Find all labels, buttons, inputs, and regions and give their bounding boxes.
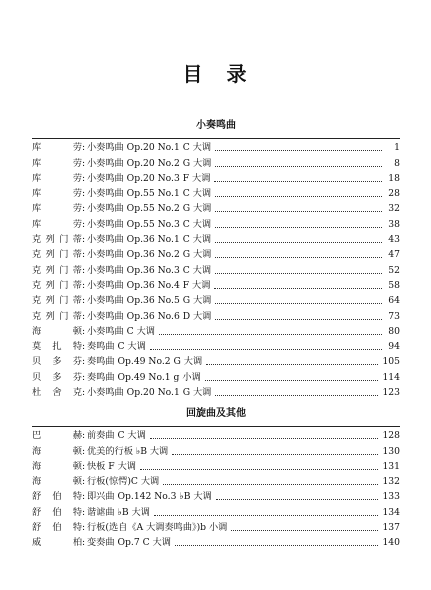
page-number: 105 [382,356,400,368]
toc-entry [32,338,400,353]
toc-entry [32,384,400,399]
colon-separator: : [82,310,86,322]
toc-entry [32,323,400,338]
page-number: 58 [388,279,400,291]
dot-leader [150,437,379,439]
colon-separator: : [82,325,86,337]
toc-entry [32,442,400,457]
toc-entry [32,503,400,518]
page-number: 47 [388,249,400,261]
colon-separator: : [82,249,86,261]
toc-entry [32,139,400,154]
page-number: 133 [382,491,400,503]
section-sonatinas [32,120,400,410]
work-title: 小奏鸣曲 Op.55 No.1 C 大调 [87,188,212,200]
dot-leader [215,165,382,167]
composer-name: 克 列 门 蒂 [32,310,82,322]
toc-entry [32,353,400,368]
work-title: 奏鸣曲 Op.49 No.1 g 小调 [87,371,201,383]
composer-name: 库 劳 [32,142,82,154]
section-title: 小奏鸣曲 [196,120,236,131]
colon-separator: : [82,142,86,154]
entry-list [32,427,400,549]
work-title: 小奏鸣曲 Op.20 No.1 G 大调 [87,387,212,399]
composer-name: 克 列 门 蒂 [32,249,82,261]
dot-leader [150,348,382,350]
page-number: 73 [388,310,400,322]
page-number: 94 [388,341,400,353]
colon-separator: : [82,234,86,246]
work-title: 前奏曲 C 大调 [87,430,146,442]
colon-separator: : [82,476,86,488]
dot-leader [159,333,382,335]
work-title: 小奏鸣曲 Op.36 No.1 C 大调 [87,234,212,246]
composer-name: 舒 伯 特 [32,506,82,518]
work-title: 小奏鸣曲 C 大调 [87,325,155,337]
page-number: 128 [382,430,400,442]
colon-separator: : [82,188,86,200]
work-title: 小奏鸣曲 Op.36 No.3 C 大调 [87,264,212,276]
colon-separator: : [82,387,86,399]
composer-name: 莫 扎 特 [32,341,82,353]
composer-name: 克 列 门 蒂 [32,279,82,291]
work-title: 小奏鸣曲 Op.36 No.5 G 大调 [87,295,212,307]
toc-entry [32,519,400,534]
composer-name: 库 劳 [32,203,82,215]
toc-entry [32,277,400,292]
toc-entry [32,534,400,549]
work-title: 小奏鸣曲 Op.36 No.6 D 大调 [87,310,212,322]
toc-entry [32,185,400,200]
dot-leader [214,287,382,289]
page-number: 130 [382,445,400,457]
composer-name: 舒 伯 特 [32,522,82,534]
section-title: 回旋曲及其他 [186,408,246,419]
composer-name: 巴 赫 [32,430,82,442]
composer-name: 库 劳 [32,218,82,230]
colon-separator: : [82,430,86,442]
work-title: 小奏鸣曲 Op.55 No.2 G 大调 [87,203,212,215]
composer-name: 海 顿 [32,460,82,472]
dot-leader [215,195,382,197]
dot-leader [205,379,379,381]
work-title: 奏鸣曲 C 大调 [87,341,146,353]
colon-separator: : [82,264,86,276]
composer-name: 库 劳 [32,157,82,169]
colon-separator: : [82,157,86,169]
colon-separator: : [82,218,86,230]
work-title: 小奏鸣曲 Op.20 No.3 F 大调 [87,172,211,184]
toc-entry [32,307,400,322]
colon-separator: : [82,460,86,472]
dot-leader [215,256,382,258]
page-title: 目 录 [182,62,249,86]
page-number: 80 [388,325,400,337]
toc-entry [32,427,400,442]
work-title: 小奏鸣曲 Op.36 No.2 G 大调 [87,249,212,261]
toc-entry [32,200,400,215]
work-title: 行板(惊愕)C 大调 [87,476,160,488]
page-number: 1 [394,142,400,154]
page-number: 52 [388,264,400,276]
composer-name: 贝 多 芬 [32,356,82,368]
colon-separator: : [82,506,86,518]
toc-entry [32,488,400,503]
colon-separator: : [82,295,86,307]
colon-separator: : [82,491,86,503]
composer-name: 克 列 门 蒂 [32,264,82,276]
dot-leader [231,529,378,531]
colon-separator: : [82,203,86,215]
dot-leader [215,226,382,228]
work-title: 快板 F 大调 [87,460,136,472]
work-title: 谐谑曲 ♭B 大调 [87,506,150,518]
toc-entry [32,292,400,307]
page-number: 132 [382,476,400,488]
dot-leader [140,468,378,470]
colon-separator: : [82,537,86,549]
toc-entry [32,215,400,230]
composer-name: 贝 多 芬 [32,371,82,383]
colon-separator: : [82,172,86,184]
colon-separator: : [82,522,86,534]
dot-leader [215,272,382,274]
composer-name: 克 列 门 蒂 [32,295,82,307]
page-number: 123 [382,387,400,399]
composer-name: 海 顿 [32,325,82,337]
toc-entry [32,473,400,488]
work-title: 即兴曲 Op.142 No.3 ♭B 大调 [87,491,212,503]
work-title: 小奏鸣曲 Op.36 No.4 F 大调 [87,279,211,291]
page-number: 28 [388,188,400,200]
composer-name: 克 列 门 蒂 [32,234,82,246]
colon-separator: : [82,279,86,291]
dot-leader [215,241,382,243]
dot-leader [215,394,378,396]
page-number: 18 [388,172,400,184]
page-number: 131 [382,460,400,472]
dot-leader [214,180,382,182]
colon-separator: : [82,356,86,368]
colon-separator: : [82,371,86,383]
composer-name: 舒 伯 特 [32,491,82,503]
page-number: 134 [382,506,400,518]
composer-name: 海 顿 [32,445,82,457]
work-title: 小奏鸣曲 Op.55 No.3 C 大调 [87,218,212,230]
dot-leader [215,302,382,304]
dot-leader [175,544,379,546]
page-number: 32 [388,203,400,215]
dot-leader [216,498,379,500]
page-number: 8 [394,157,400,169]
dot-leader [172,453,378,455]
page-number: 137 [382,522,400,534]
composer-name: 海 顿 [32,476,82,488]
dot-leader [215,149,382,151]
section-rondos-and-others [32,408,400,568]
colon-separator: : [82,445,86,457]
dot-leader [206,363,378,365]
work-title: 小奏鸣曲 Op.20 No.1 C 大调 [87,142,212,154]
page-number: 43 [388,234,400,246]
toc-entry [32,261,400,276]
work-title: 优美的行板 ♭B 大调 [87,445,169,457]
composer-name: 库 劳 [32,172,82,184]
entry-list [32,139,400,399]
work-title: 变奏曲 Op.7 C 大调 [87,537,171,549]
work-title: 行板(选自《A 大调奏鸣曲》)b 小调 [87,522,228,534]
toc-entry [32,246,400,261]
toc-entry [32,231,400,246]
toc-entry [32,368,400,383]
toc-entry [32,458,400,473]
page-number: 140 [382,537,400,549]
page-number: 38 [388,218,400,230]
work-title: 奏鸣曲 Op.49 No.2 G 大调 [87,356,203,368]
dot-leader [154,514,379,516]
dot-leader [215,210,382,212]
page-number: 64 [388,295,400,307]
dot-leader [215,318,382,320]
composer-name: 库 劳 [32,188,82,200]
composer-name: 杜 舍 克 [32,387,82,399]
composer-name: 威 柏 [32,537,82,549]
work-title: 小奏鸣曲 Op.20 No.2 G 大调 [87,157,212,169]
colon-separator: : [82,341,86,353]
dot-leader [163,483,378,485]
toc-entry [32,154,400,169]
toc-entry [32,170,400,185]
page-number: 114 [382,371,400,383]
